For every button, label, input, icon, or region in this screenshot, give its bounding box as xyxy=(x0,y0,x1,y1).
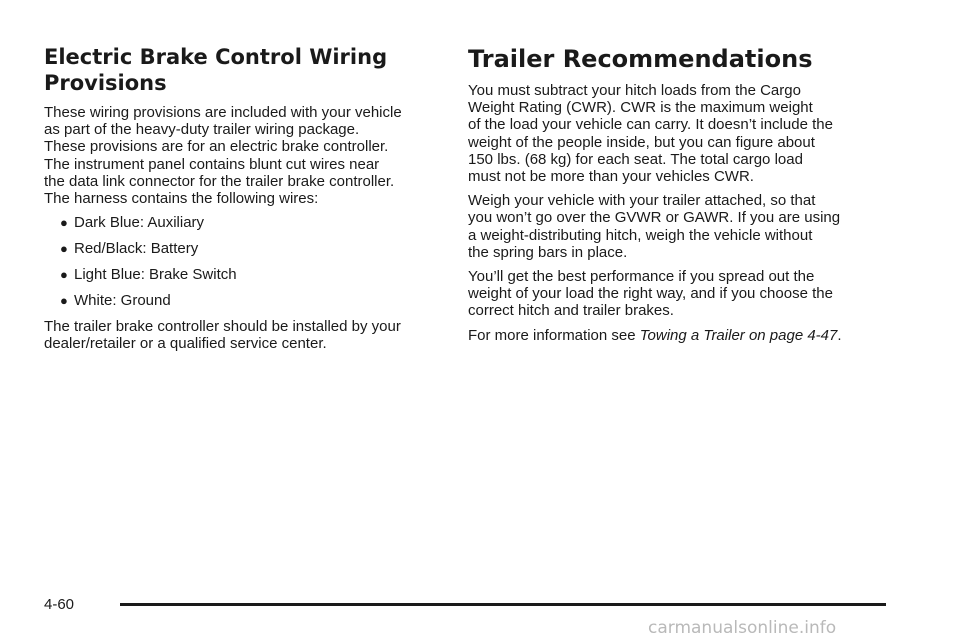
paragraph-performance: You’ll get the best performance if you spread out the weight of your load the right way, and if you choose the correct hitch and trailer brakes. xyxy=(468,268,833,320)
list-item: ● White: Ground xyxy=(60,292,171,310)
right-column xyxy=(468,44,908,351)
paragraph-weigh-vehicle: Weigh your vehicle with your trailer attached, so that you won’t go over the GVWR or GAWR. If you are using a weight-distributing hitch, weigh the vehicle without the spring bars in place. xyxy=(468,192,841,261)
footer-divider xyxy=(120,603,886,606)
bullet-icon: ● xyxy=(60,215,68,231)
list-item: ● Light Blue: Brake Switch xyxy=(60,266,237,284)
paragraph-more-info: For more information see Towing a Trailer on page 4-47. xyxy=(468,326,842,344)
closing-paragraph: The trailer brake controller should be installed by your dealer/retailer or a qualified service center. xyxy=(44,318,401,353)
list-item: ● Dark Blue: Auxiliary xyxy=(60,214,205,232)
page-number: 4-60 xyxy=(44,596,75,613)
cross-reference-link: Towing a Trailer on page 4-47 xyxy=(639,326,838,344)
list-item: ● Red/Black: Battery xyxy=(60,240,199,258)
bullet-icon: ● xyxy=(60,241,68,257)
paragraph-cargo-weight: You must subtract your hitch loads from the Cargo Weight Rating (CWR). CWR is the maximum weight of the load your vehicle can carry. It doesn’t include the weight of the people inside, but you can figure about 150 lbs. (68 kg) for each seat. The total cargo load must not be more than your vehicles CWR. xyxy=(468,82,833,186)
intro-paragraph: These wiring provisions are included with your vehicle as part of the heavy-duty trailer wiring package. These provisions are for an electric brake controller. The instrument panel contains blunt cut wires near the data link connector for the trailer brake controller. The harness contains the following wires: xyxy=(44,104,402,208)
bullet-icon: ● xyxy=(60,267,68,283)
left-column xyxy=(44,44,444,360)
section-heading-trailer-recommendations: Trailer Recommendations xyxy=(468,45,813,73)
bullet-icon: ● xyxy=(60,293,68,309)
wire-list xyxy=(44,214,444,309)
watermark-text: carmanualsonline.info xyxy=(648,618,837,638)
section-heading-brake-wiring: Electric Brake Control Wiring Provisions xyxy=(44,45,388,95)
